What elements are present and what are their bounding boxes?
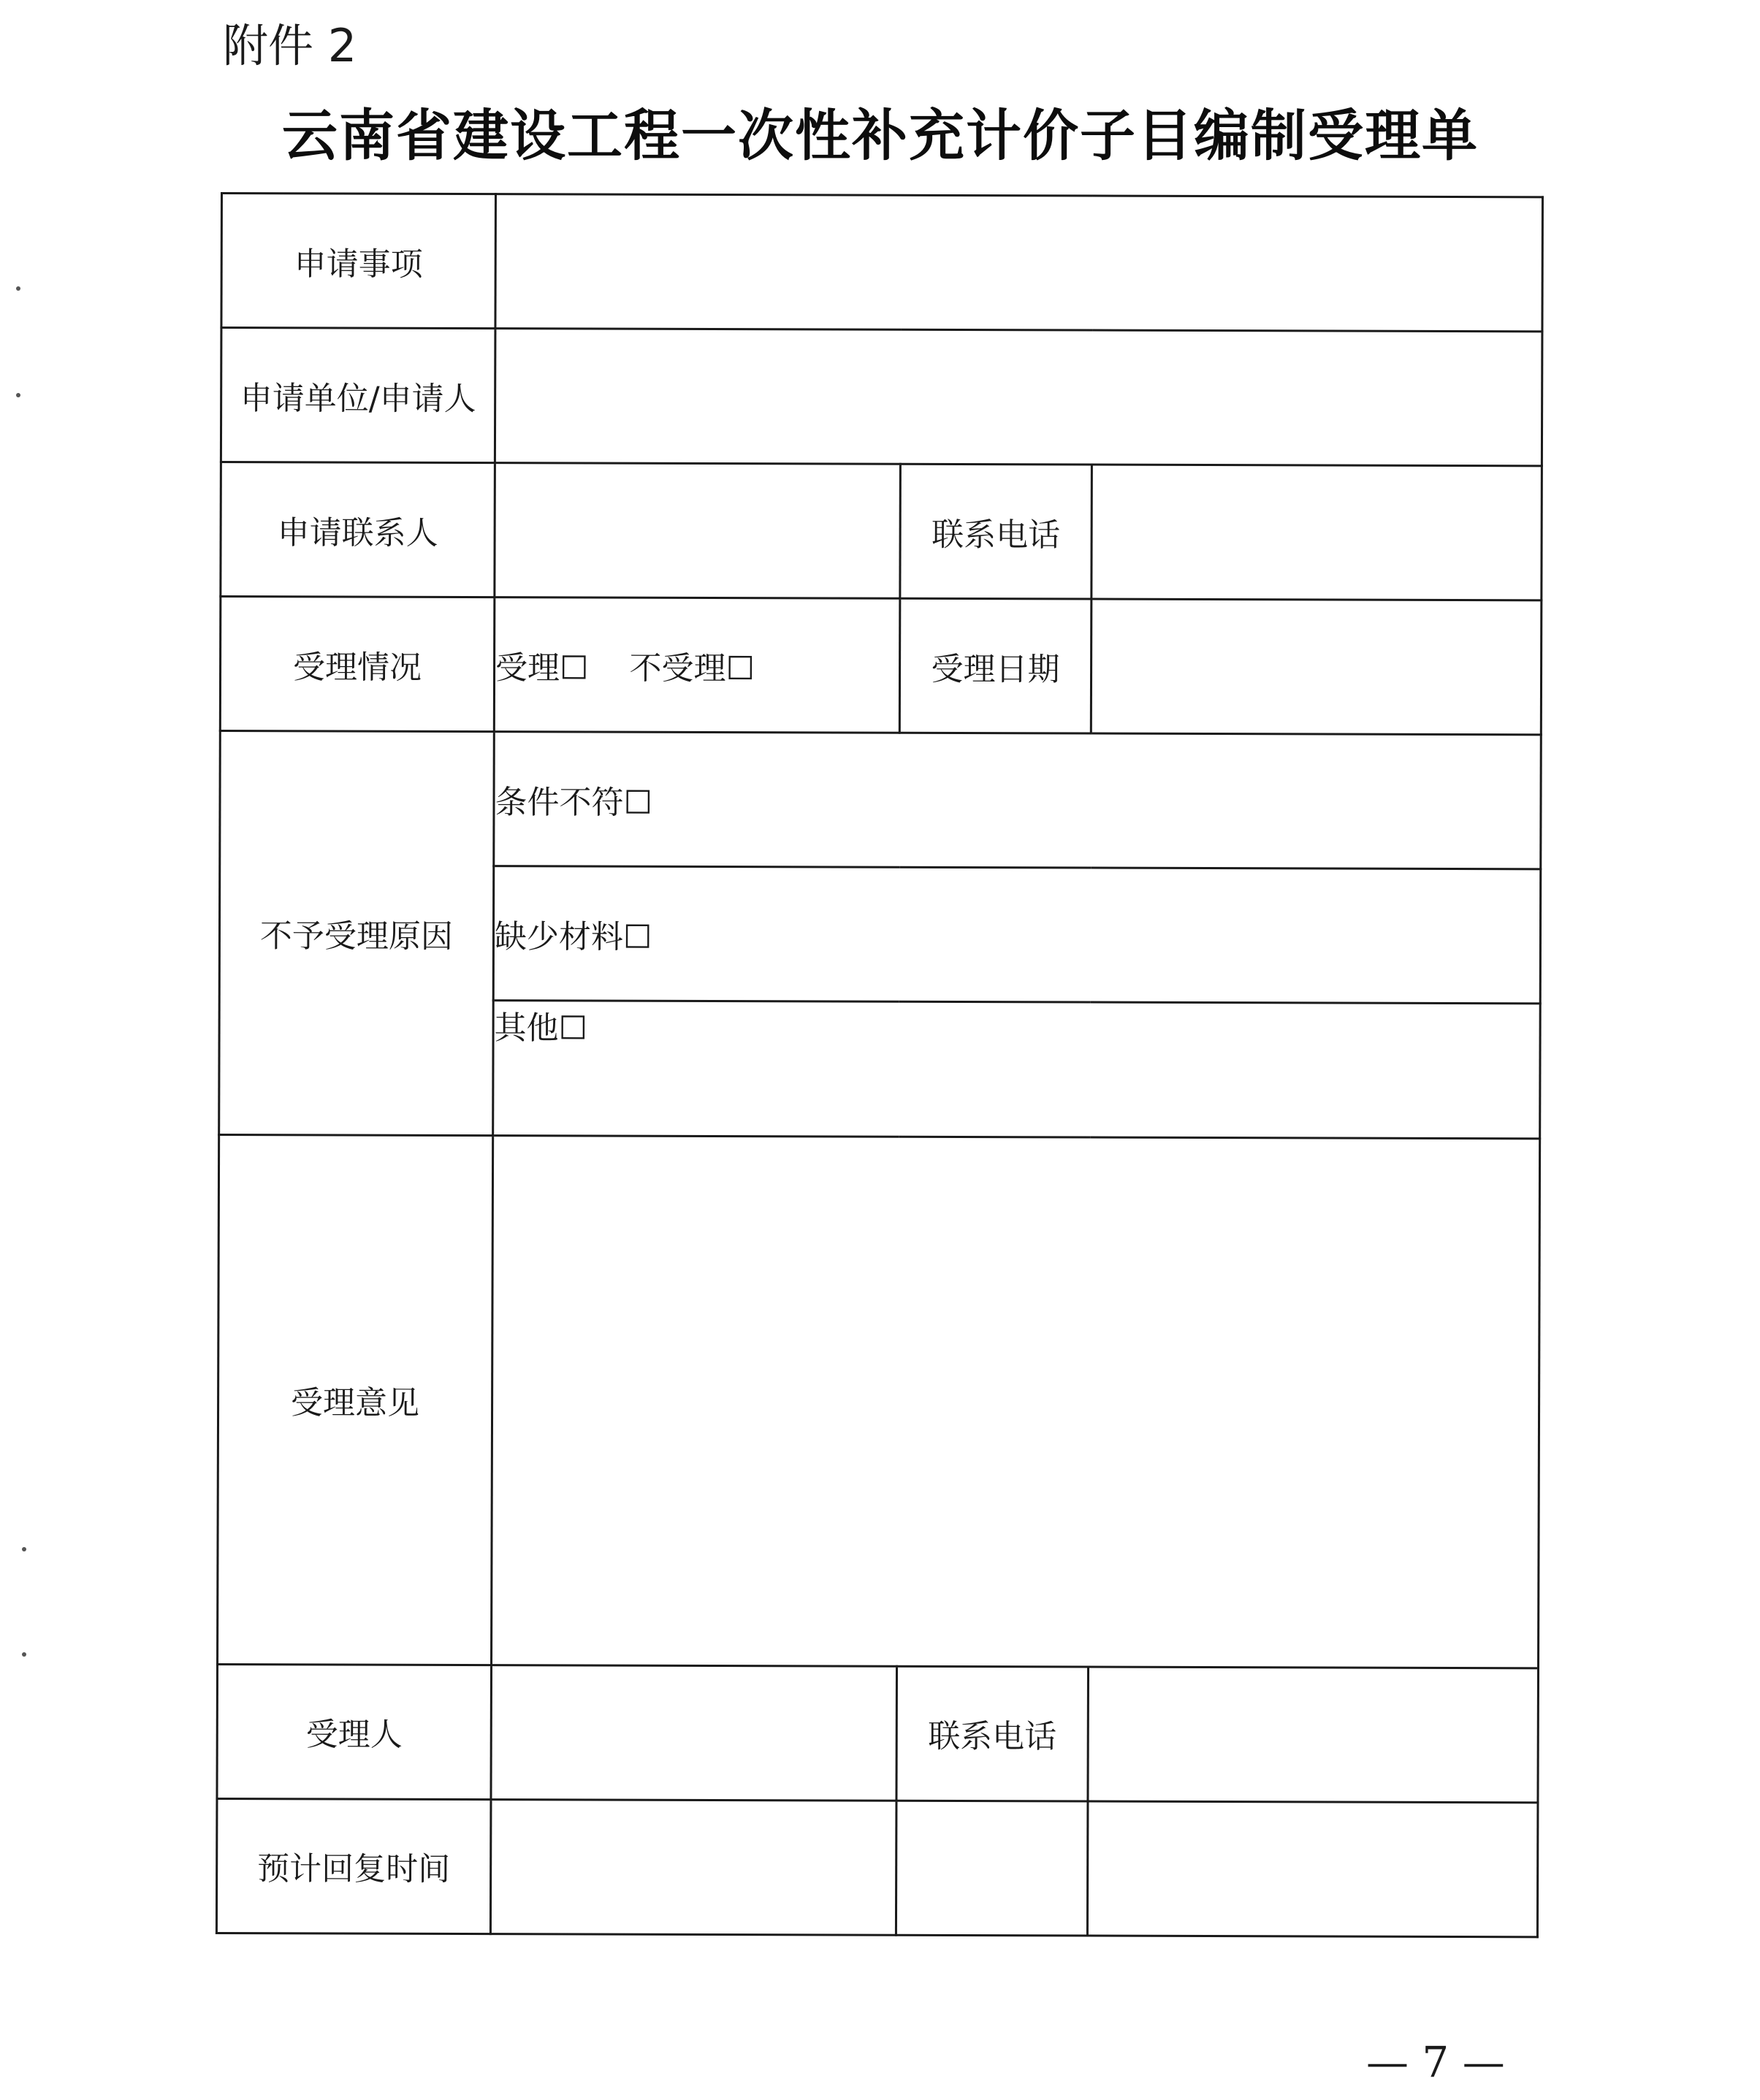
scan-speck (16, 286, 20, 291)
row-contact (221, 462, 1542, 600)
label-contact-person: 申请联系人 (221, 462, 495, 597)
label-handler-phone: 联系电话 (896, 1666, 1089, 1801)
reason-condition-mismatch-checkbox[interactable]: 条件不符☐ (494, 732, 1542, 869)
scan-speck (22, 1652, 26, 1657)
attachment-label: 附件 2 (223, 19, 357, 72)
empty-cell (1087, 1801, 1538, 1937)
reason-other-checkbox[interactable]: 其他☐ (493, 1001, 1541, 1138)
empty-cell (896, 1801, 1088, 1936)
row-applicant-unit (221, 328, 1542, 466)
label-acceptance-date: 受理日期 (899, 598, 1092, 733)
acceptance-form-table (216, 192, 1544, 1938)
row-acceptance-opinion (218, 1134, 1540, 1668)
label-application-item: 申请事项 (221, 194, 496, 329)
label-acceptance-status: 受理情况 (220, 597, 495, 732)
field-acceptance-opinion[interactable] (492, 1135, 1540, 1668)
label-contact-phone: 联系电话 (900, 464, 1092, 599)
label-applicant-unit: 申请单位/申请人 (221, 328, 495, 463)
row-rejection-reason-1 (220, 731, 1542, 869)
reject-checkbox-option[interactable]: 不受理☐ (629, 649, 755, 687)
scan-speck (22, 1547, 26, 1551)
label-expected-reply-time: 预计回复时间 (216, 1798, 491, 1933)
row-application-item (221, 194, 1543, 332)
label-acceptance-opinion: 受理意见 (218, 1134, 493, 1665)
row-expected-reply (216, 1798, 1538, 1936)
acceptance-options (494, 597, 900, 733)
field-expected-reply-time[interactable] (490, 1799, 896, 1935)
page-number: — 7 — (1366, 2037, 1505, 2087)
field-contact-phone[interactable] (1092, 465, 1542, 600)
field-applicant-unit[interactable] (495, 329, 1542, 466)
field-contact-person[interactable] (495, 463, 901, 599)
label-rejection-reasons: 不予受理原因 (219, 731, 495, 1135)
document-title: 云南省建设工程一次性补充计价子目编制受理单 (282, 103, 1479, 168)
scan-speck (16, 393, 20, 397)
field-acceptance-date[interactable] (1091, 599, 1542, 735)
row-handler (217, 1664, 1539, 1802)
row-acceptance-status (220, 597, 1542, 735)
field-handler[interactable] (491, 1665, 897, 1801)
reason-missing-materials-checkbox[interactable]: 缺少材料☐ (493, 866, 1541, 1004)
label-handler: 受理人 (217, 1664, 492, 1799)
field-application-item[interactable] (495, 194, 1543, 332)
field-handler-phone[interactable] (1088, 1667, 1539, 1803)
accept-checkbox-option[interactable]: 受理☐ (495, 649, 589, 687)
